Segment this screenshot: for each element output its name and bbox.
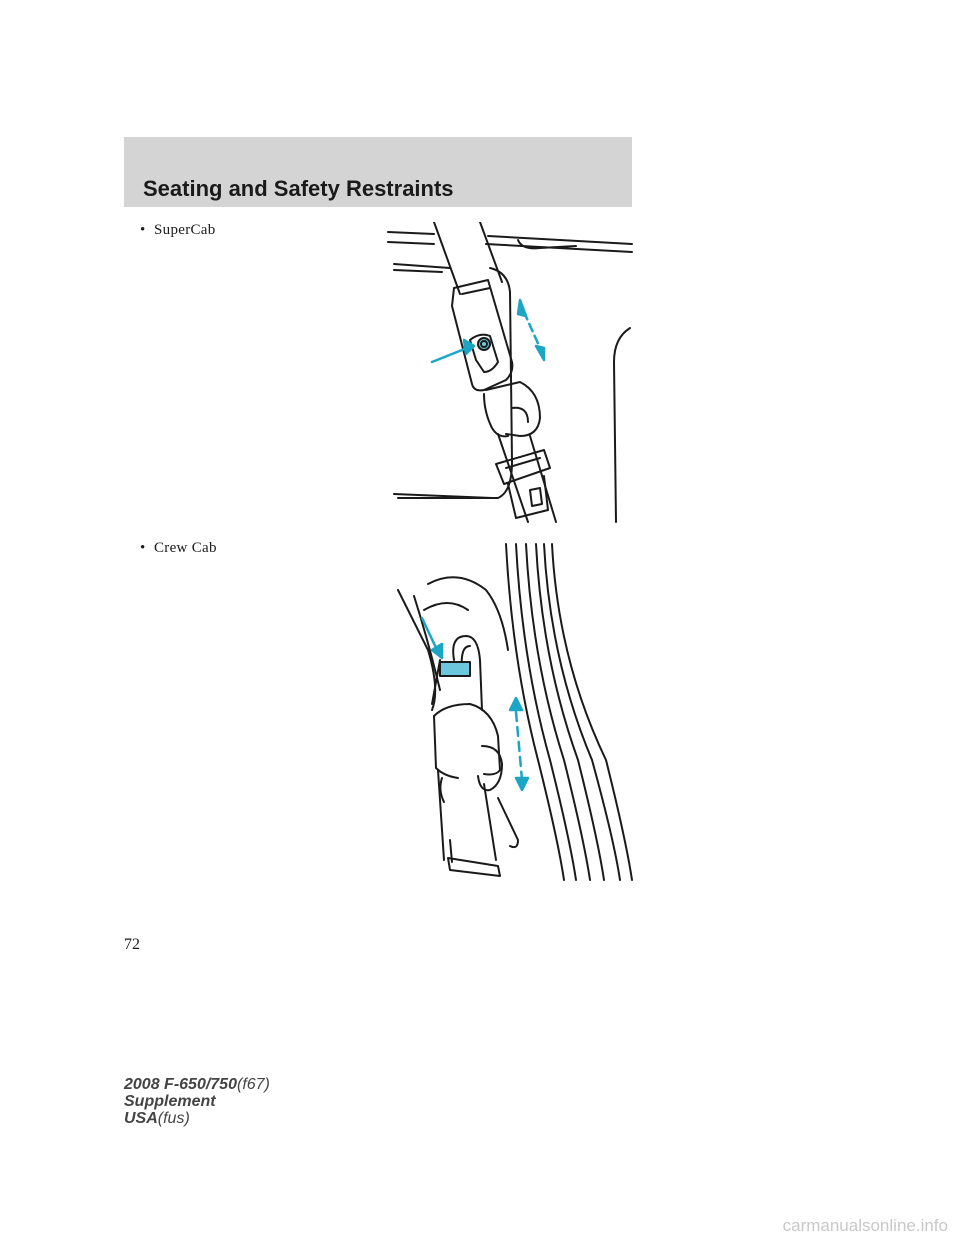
watermark: carmanualsonline.info bbox=[782, 1216, 948, 1235]
footer-supplement: Supplement bbox=[124, 1093, 216, 1110]
item-label: SuperCab bbox=[154, 222, 216, 238]
footer-model-code: (f67) bbox=[236, 1076, 270, 1093]
footer-market-code: (fus) bbox=[157, 1110, 190, 1127]
section-title: Seating and Safety Restraints bbox=[143, 176, 454, 201]
list-item-supercab bbox=[140, 222, 216, 239]
supercab-seatbelt-illustration bbox=[380, 222, 636, 526]
item-label: Crew Cab bbox=[154, 540, 217, 556]
crew-cab-seatbelt-illustration bbox=[388, 540, 636, 884]
bullet: • bbox=[140, 222, 146, 238]
page-number: 72 bbox=[124, 936, 140, 953]
bullet: • bbox=[140, 540, 146, 556]
list-item-crew-cab bbox=[140, 540, 217, 557]
footer-model: 2008 F-650/750 bbox=[124, 1076, 237, 1093]
document-footer bbox=[124, 1076, 270, 1127]
footer-market: USA bbox=[124, 1110, 158, 1127]
